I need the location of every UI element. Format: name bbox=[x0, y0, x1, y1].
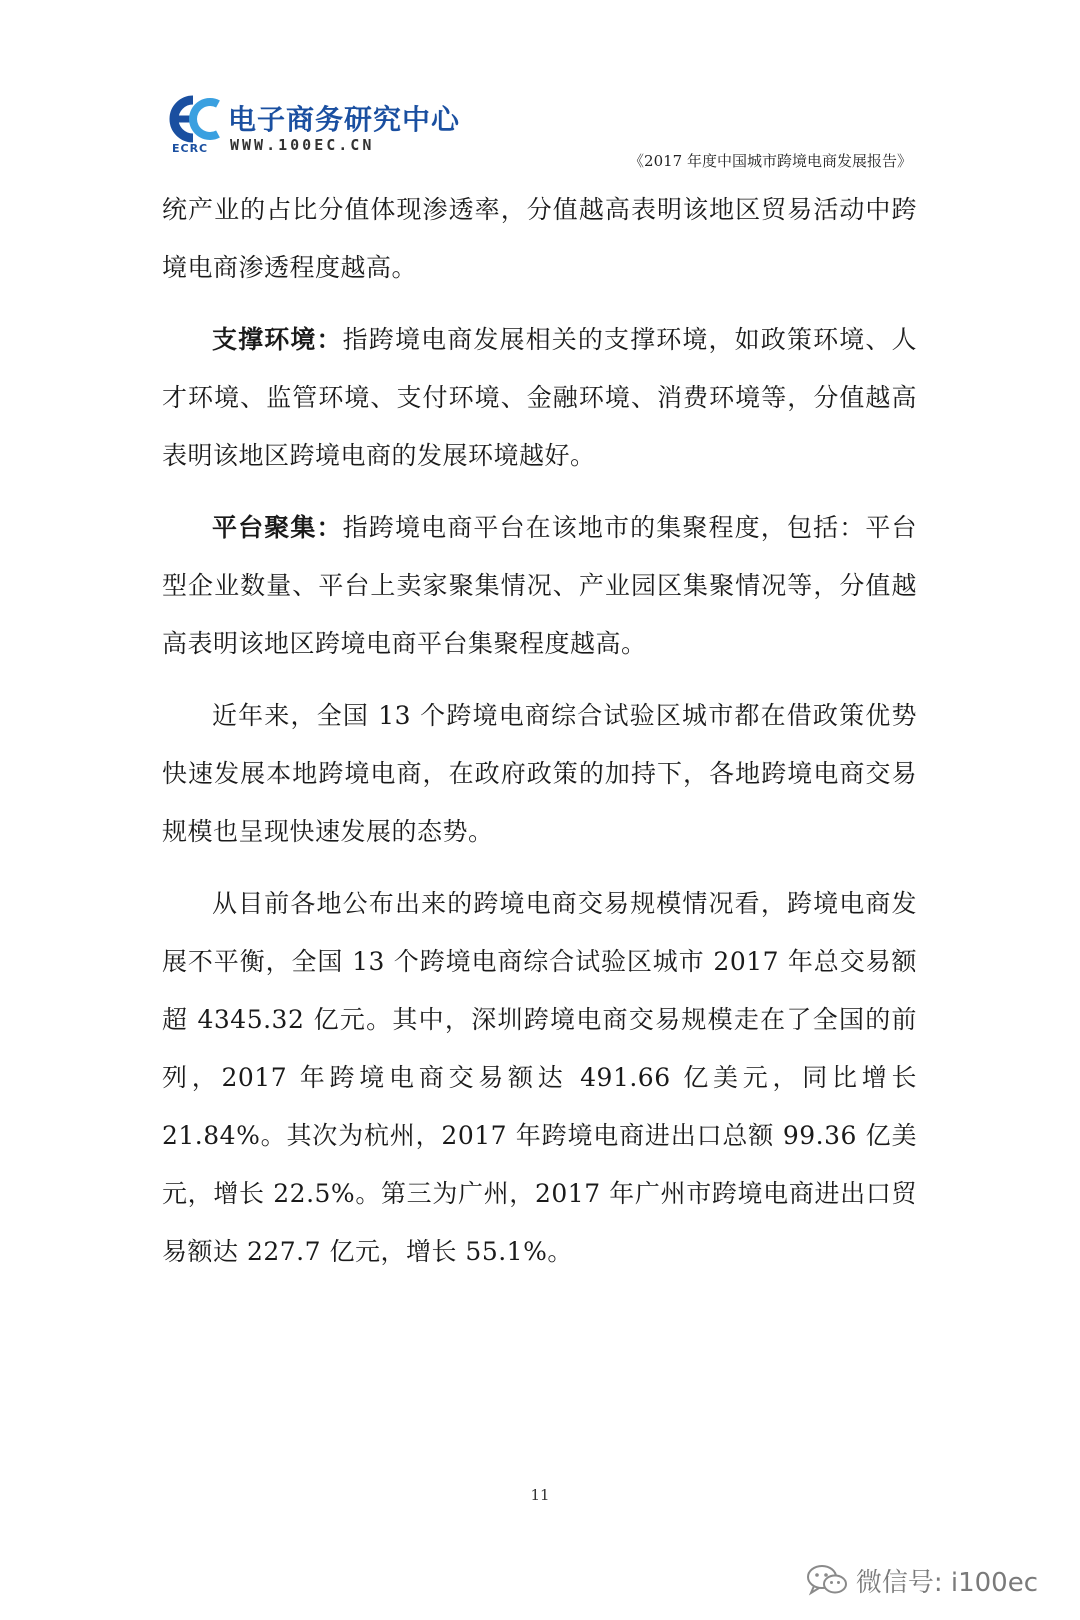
ecrc-logo bbox=[168, 92, 461, 162]
paragraph-text: 从目前各地公布出来的跨境电商交易规模情况看，跨境电商发展不平衡，全国 13 个跨境电商综合试验区城市 2017 年总交易额超 4345.32 亿元。其中，深圳跨境电商交易规模走在了全国的前列，2017 年跨境电商交易额达 491.66 亿美元，同比增长 21.84%。其次为杭州，2017 年跨境电商进出口总额 99.36 亿美元，增长 22.5%。第三为广州，2017 年广州市跨境电商进出口贸易额达 227.7 亿元，增长 55.1%。 bbox=[162, 889, 917, 1266]
logo-abbr: ECRC bbox=[172, 142, 209, 155]
paragraph-text: 近年来，全国 13 个跨境电商综合试验区城市都在借政策优势快速发展本地跨境电商，在政府政策的加持下，各地跨境电商交易规模也呈现快速发展的态势。 bbox=[162, 701, 917, 846]
paragraph-heading: 平台聚集： bbox=[212, 513, 343, 542]
watermark-text: 微信号: i100ec bbox=[855, 1567, 1038, 1598]
ecrc-logo-mark-icon bbox=[168, 94, 226, 144]
paragraph-2 bbox=[162, 311, 917, 485]
paragraph-3 bbox=[162, 499, 917, 673]
document-body bbox=[162, 181, 917, 1295]
paragraph-heading: 支撑环境： bbox=[212, 325, 343, 354]
paragraph-4 bbox=[162, 687, 917, 861]
paragraph-1 bbox=[162, 181, 917, 297]
wechat-watermark bbox=[806, 1560, 1038, 1600]
paragraph-5 bbox=[162, 875, 917, 1281]
paragraph-text: 指跨境电商平台在该地市的集聚程度，包括：平台型企业数量、平台上卖家聚集情况、产业园区集聚情况等，分值越高表明该地区跨境电商平台集聚程度越高。 bbox=[162, 513, 917, 658]
logo-url: WWW.100EC.CN bbox=[230, 136, 375, 154]
page-number: 11 bbox=[530, 1486, 550, 1504]
paragraph-text: 指跨境电商发展相关的支撑环境，如政策环境、人才环境、监管环境、支付环境、金融环境、消费环境等，分值越高表明该地区跨境电商的发展环境越好。 bbox=[162, 325, 917, 470]
wechat-icon bbox=[806, 1563, 848, 1597]
logo-name: 电子商务研究中心 bbox=[228, 103, 461, 136]
paragraph-text: 统产业的占比分值体现渗透率，分值越高表明该地区贸易活动中跨境电商渗透程度越高。 bbox=[162, 195, 917, 282]
report-title: 《2017 年度中国城市跨境电商发展报告》 bbox=[629, 152, 912, 170]
